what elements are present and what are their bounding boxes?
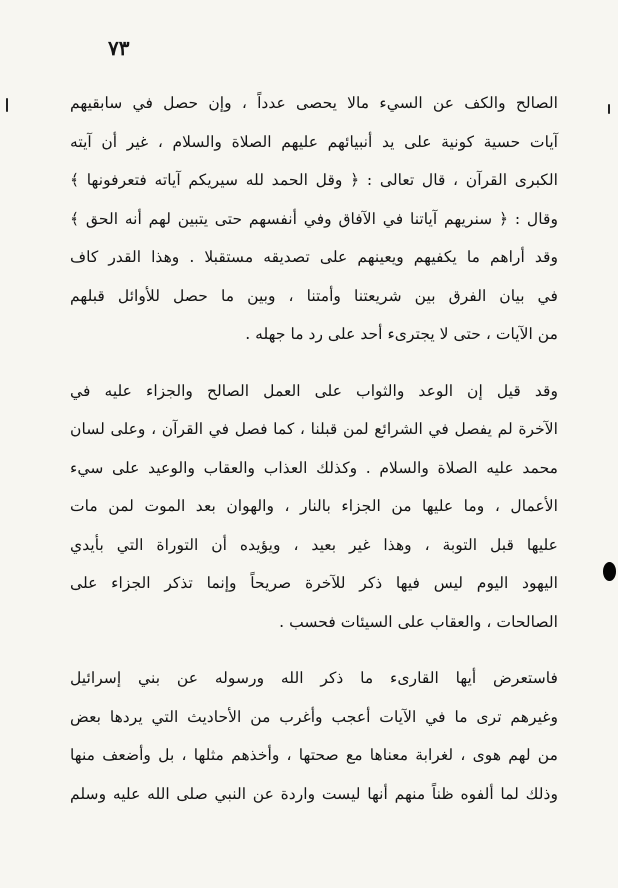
- text-line: الصالح والكف عن السيء مالا يحصى عدداً ، وإن حصل في سابقيهم: [70, 94, 558, 112]
- text-line: من لهم هوى ، لغرابة معناها مع صحتها ، وأخذهم مثلها ، بل وأضعف منها: [70, 746, 558, 764]
- text-line: وقد أراهم ما يكفيهم ويعينهم على تصديقه مستقبلا . وهذا القدر كاف: [70, 248, 558, 266]
- text-line: الكبرى القرآن ، قال تعالى : ﴿ وقل الحمد لله سيريكم آياته فتعرفونها ﴾: [70, 171, 558, 189]
- text-line: الأعمال ، وما عليها من الجزاء بالنار ، والهوان بعد الموت لمن مات: [70, 497, 558, 515]
- text-line: من الآيات ، حتى لا يجترىء أحد على رد ما جهله .: [245, 325, 558, 343]
- text-line: وغيرهم ترى ما في الآيات أعجب وأغرب من الأحاديث التي يردها بعض: [70, 707, 558, 726]
- text-line: وذلك لما ألفوه ظناً منهم أنها ليست واردة عن النبي صلى الله عليه وسلم: [70, 784, 558, 803]
- paragraph-3: [70, 659, 558, 813]
- ink-blot: [603, 562, 616, 581]
- text-line: وقد قيل إن الوعد والثواب على العمل الصالح والجزاء عليه في: [70, 381, 558, 400]
- text-line: الآخرة لم يفصل في الشرائع لمن قبلنا ، كما فصل في القرآن ، وعلى لسان: [70, 420, 558, 438]
- margin-mark: [608, 104, 610, 114]
- text-block: [70, 84, 558, 813]
- page-number: ٧٣: [108, 36, 130, 60]
- text-line: وقال : ﴿ سنريهم آياتنا في الآفاق وفي أنفسهم حتى يتبين لهم أنه الحق ﴾: [70, 209, 558, 228]
- text-line: آيات حسية كونية على يد أنبيائهم عليهم الصلاة والسلام ، غير أن آيته: [70, 132, 558, 151]
- text-line: فاستعرض أيها القارىء ما ذكر الله ورسوله عن بني إسرائيل: [70, 669, 558, 687]
- text-line: عليها قبل التوبة ، وهذا غير بعيد ، ويؤيده أن التوراة التي بأيدي: [70, 535, 558, 554]
- text-line: الصالحات ، والعقاب على السيئات فحسب .: [279, 612, 558, 631]
- text-line: في بيان الفرق بين شريعتنا وأمتنا ، وبين ما حصل للأوائل قبلهم: [70, 286, 558, 305]
- paragraph-1: [70, 84, 558, 354]
- paragraph-2: [70, 372, 558, 642]
- margin-mark: [6, 98, 8, 112]
- text-line: محمد عليه الصلاة والسلام . وكذلك العذاب والعقاب والوعيد على سيء: [70, 458, 558, 477]
- text-line: اليهود اليوم ليس فيها ذكر للآخرة صريحاً وإنما تذكر الجزاء على: [70, 574, 558, 592]
